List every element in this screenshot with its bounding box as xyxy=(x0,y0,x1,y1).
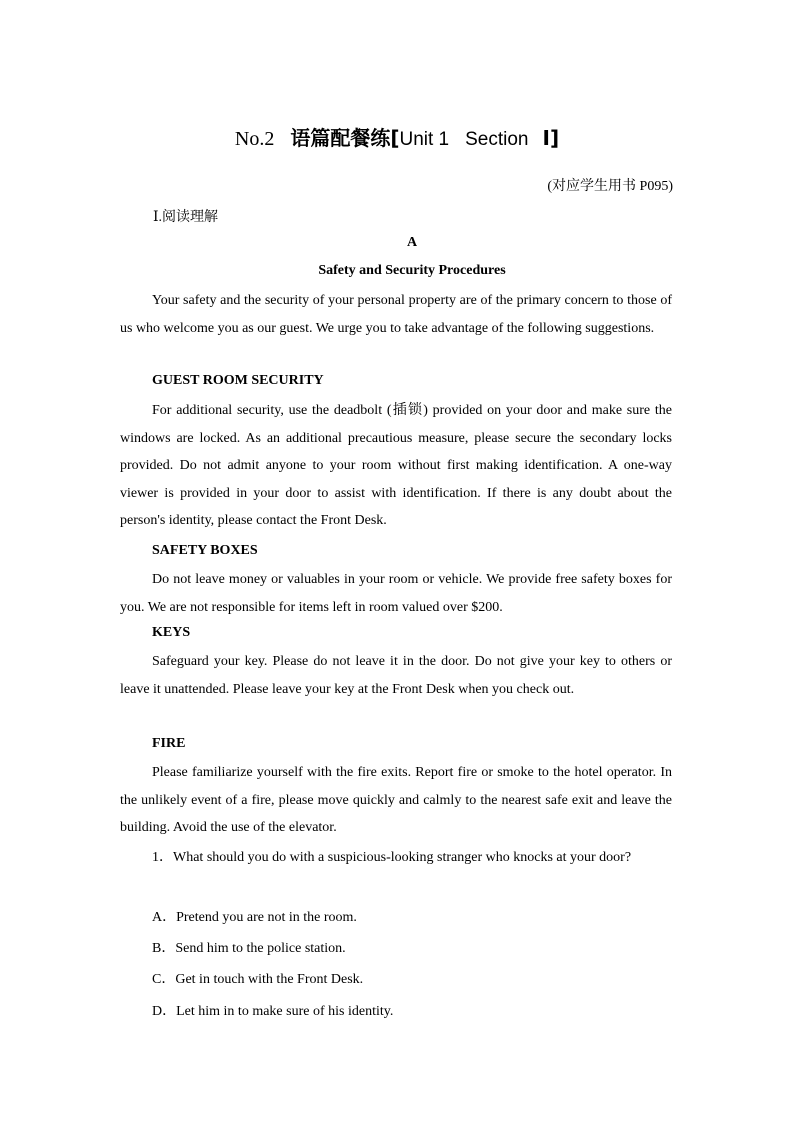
page-title xyxy=(0,122,794,151)
option-c: C．Get in touch with the Front Desk. xyxy=(152,972,364,987)
title-bracket-close: ] xyxy=(549,126,560,150)
title-section-word: Section xyxy=(465,129,529,150)
section-heading-guest-room-security: GUEST ROOM SECURITY xyxy=(152,373,324,388)
question-stem: 1．What should you do with a suspicious-looking stranger who knocks at your door? xyxy=(152,850,632,865)
passage-title: Safety and Security Procedures xyxy=(318,263,506,278)
title-chinese: 语篇配餐练 xyxy=(290,126,391,150)
section-text-guest-room-security: For additional security, use the deadbolt (插锁) provided on your door and make sure the windows are locked. As an additional precautious measure, please secure the secondary locks provided. Do not admit anyone to your room without first making identification. A one-way viewer is provided in your door to assist with identification. If there is any doubt about the person's identity, please contact the Front Desk. xyxy=(120,403,672,529)
section-text-fire: Please familiarize yourself with the fire exits. Report fire or smoke to the hotel operator. In the unlikely event of a fire, please move quickly and calmly to the nearest safe exit and leave the building. Avoid the use of the elevator. xyxy=(120,765,672,836)
book-reference: (对应学生用书 P095) xyxy=(547,179,673,194)
section-text-keys: Safeguard your key. Please do not leave it in the door. Do not give your key to others or leave it unattended. Please leave your key at the Front Desk when you check out. xyxy=(120,654,672,697)
passage-intro: Your safety and the security of your personal property are of the primary concern to those of us who welcome you as our guest. We urge you to take advantage of the following suggestions. xyxy=(120,293,672,336)
option-d: D．Let him in to make sure of his identity. xyxy=(152,1004,394,1019)
title-section-number: Ⅰ xyxy=(542,126,550,150)
title-bracket-open: [ xyxy=(390,126,400,150)
section-heading-safety-boxes: SAFETY BOXES xyxy=(152,543,258,558)
part-label: Ⅰ.阅读理解 xyxy=(153,210,219,225)
title-unit: Unit 1 xyxy=(399,129,450,150)
section-text-safety-boxes: Do not leave money or valuables in your room or vehicle. We provide free safety boxes for you. We are not responsible for items left in room valued over $200. xyxy=(120,572,672,615)
section-heading-keys: KEYS xyxy=(152,625,191,640)
section-heading-fire: FIRE xyxy=(152,736,186,751)
option-b: B．Send him to the police station. xyxy=(152,941,346,956)
option-a: A．Pretend you are not in the room. xyxy=(152,910,357,925)
passage-letter: A xyxy=(406,235,418,250)
title-number: No.2 xyxy=(234,128,275,150)
